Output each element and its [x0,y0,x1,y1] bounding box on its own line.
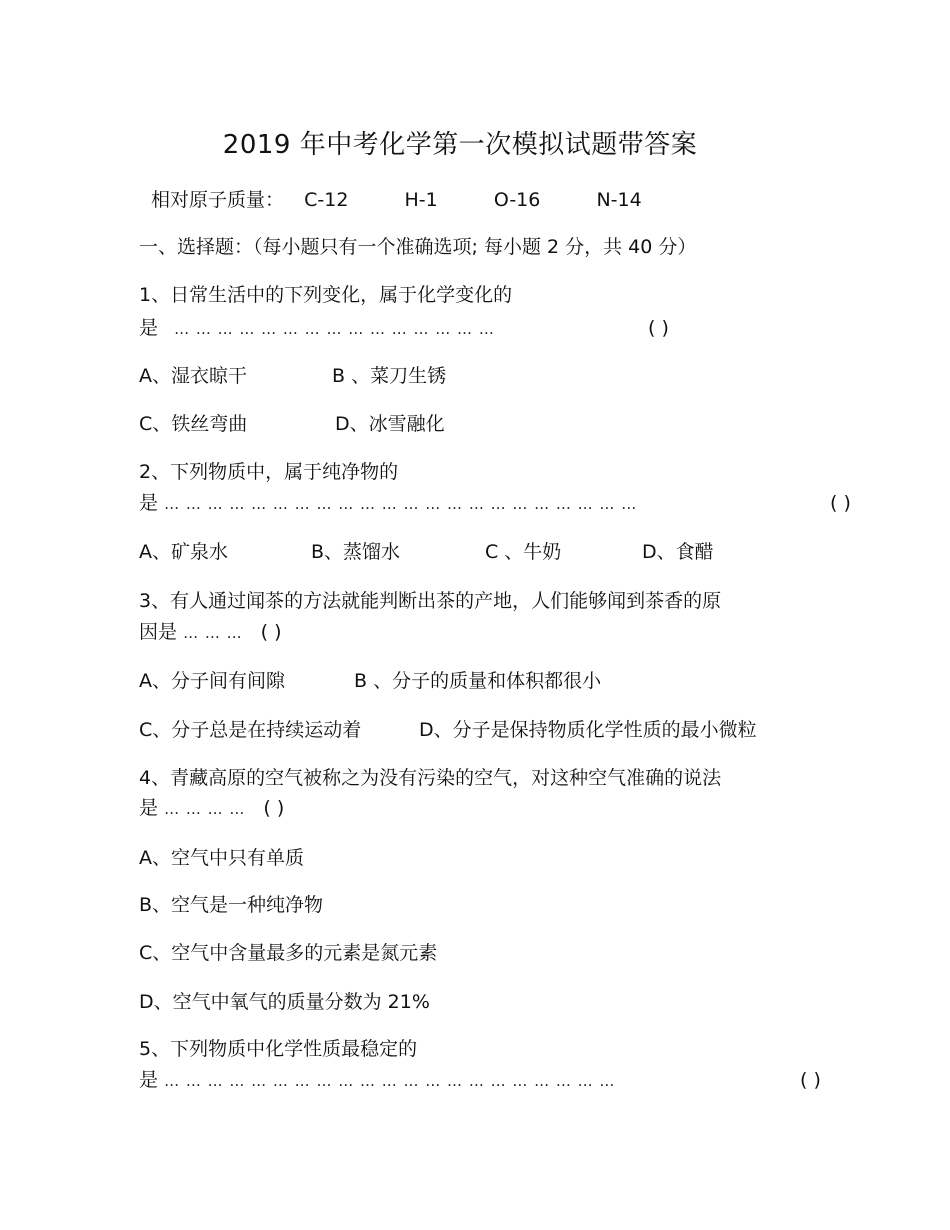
question-4-option-c: C、空气中含量最多的元素是氮元素 [139,942,438,964]
question-2-option-a: A、矿泉水 [139,541,228,563]
atomic-mass-h: H-1 [404,189,438,211]
question-3-option-a: A、分子间有间隙 [139,670,285,692]
question-3-option-c: C、分子总是在持续运动着 [139,719,362,741]
question-4-option-d: D、空气中氧气的质量分数为 21% [139,991,430,1013]
question-1-option-a: A、湿衣晾干 [139,365,247,387]
question-2-answer-paren: ( ) [830,492,851,514]
question-1-dots: … … … … … … … … … … … … … … … [174,320,495,338]
question-5-dots: … … … … … … … … … … … … … … … … … … … … … [164,1072,616,1090]
question-1-stem-cont: 是 … … … … … … … … … … … … … … … [139,317,495,339]
question-3-answer-paren: ( ) [260,621,282,643]
question-5-stem-cont: 是 … … … … … … … … … … … … … … … … … … … … … [139,1069,616,1091]
question-4-stem-cont: 是 … … … … ( ) [139,797,285,819]
question-2-dots: … … … … … … … … … … … … … … … … … … … … … … [164,495,638,513]
question-1-option-c: C、铁丝弯曲 [139,413,248,435]
question-2-stem-cont: 是 … … … … … … … … … … … … … … … … … … … … … … [139,492,638,514]
question-2-option-c: C 、牛奶 [485,541,562,563]
question-3-stem-cont: 因是 … … … ( ) [139,621,282,643]
section-heading: 一、选择题：（每小题只有一个准确选项; 每小题 2 分，共 40 分） [139,236,697,258]
question-3-option-b: B 、分子的质量和体积都很小 [354,670,602,692]
question-2-stem: 2、下列物质中，属于纯净物的 [139,461,399,483]
question-1-answer-paren: ( ) [648,317,669,339]
question-1-option-d: D、冰雪融化 [335,413,445,435]
question-3-option-d: D、分子是保持物质化学性质的最小微粒 [419,719,757,741]
question-4-option-a: A、空气中只有单质 [139,847,304,869]
atomic-mass-n: N-14 [596,189,642,211]
question-5-answer-paren: ( ) [800,1069,821,1091]
question-2-option-d: D、食醋 [642,541,714,563]
question-3-dots: … … … [183,624,243,642]
question-2-option-b: B、蒸馏水 [311,541,401,563]
question-4-answer-paren: ( ) [263,797,285,819]
atomic-mass-line [151,186,642,214]
atomic-mass-label: 相对原子质量： [151,189,285,211]
question-4-dots: … … … … [164,800,246,818]
question-5-stem: 5、下列物质中化学性质最稳定的 [139,1038,418,1060]
atomic-mass-o: O-16 [493,189,541,211]
question-1-option-b: B 、菜刀生锈 [332,365,447,387]
page-title: 2019 年中考化学第一次模拟试题带答案 [222,130,698,160]
question-4-option-b: B、空气是一种纯净物 [139,894,324,916]
atomic-mass-c: C-12 [304,189,349,211]
question-1-stem: 1、日常生活中的下列变化，属于化学变化的 [139,284,513,306]
question-4-stem: 4、青藏高原的空气被称之为没有污染的空气，对这种空气准确的说法 [139,767,722,789]
question-3-stem: 3、有人通过闻茶的方法就能判断出茶的产地，人们能够闻到茶香的原 [139,590,722,612]
